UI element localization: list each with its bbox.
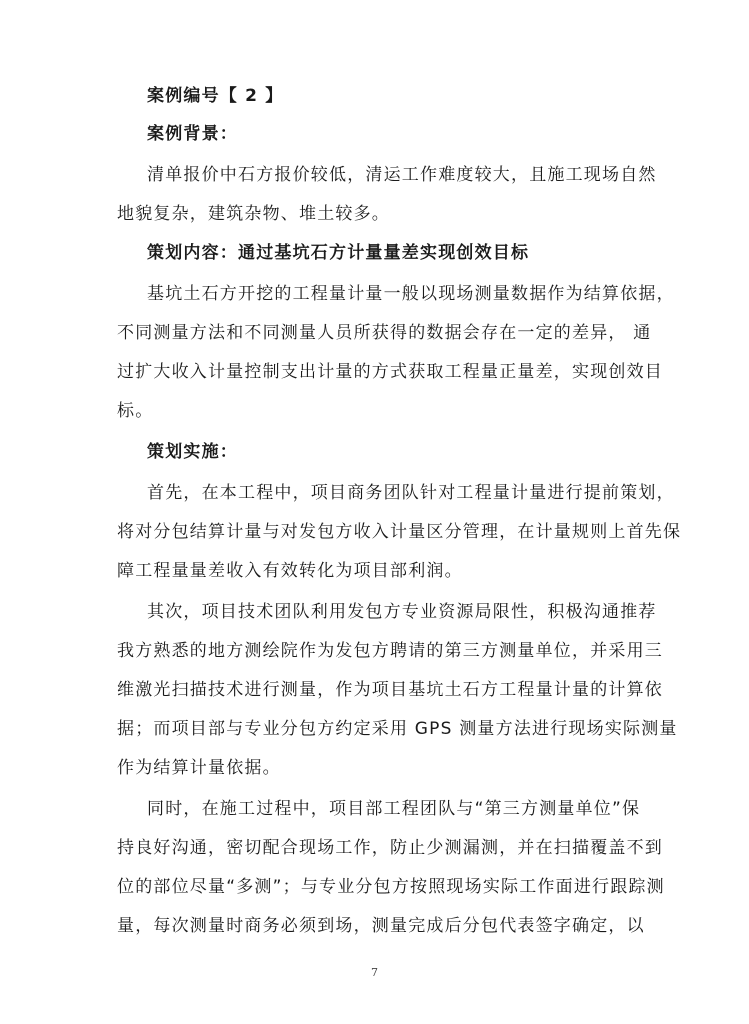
background-heading: 案例背景： [147,124,238,144]
plan-content-heading: 策划内容：通过基坑石方计量量差实现创效目标 [147,243,530,263]
plan-content-line-4: 标。 [117,401,154,421]
paragraph-3-line-4: 量，每次测量时商务必须到场，测量完成后分包代表签字确定，以 [117,916,645,936]
paragraph-1-line-3: 障工程量量差收入有效转化为项目部利润。 [117,561,463,581]
background-line-2: 地貌复杂，建筑杂物、堆土较多。 [117,204,390,224]
background-line-1: 清单报价中石方报价较低，清运工作难度较大，且施工现场自然 [147,165,657,185]
case-number: 案例编号【 2 】 [147,86,284,106]
paragraph-2-line-5: 作为结算计量依据。 [117,758,281,778]
paragraph-3-line-2: 持良好沟通，密切配合现场工作，防止少测漏测，并在扫描覆盖不到 [117,838,663,858]
paragraph-2-line-1: 其次，项目技术团队利用发包方专业资源局限性，积极沟通推荐 [147,602,657,622]
implementation-heading: 策划实施： [147,442,238,462]
plan-content-line-2: 不同测量方法和不同测量人员所获得的数据会存在一定的差异， 通 [117,323,652,343]
page-number: 7 [371,966,378,979]
paragraph-2-line-2: 我方熟悉的地方测绘院作为发包方聘请的第三方测量单位，并采用三 [117,641,663,661]
plan-content-line-3: 过扩大收入计量控制支出计量的方式获取工程量正量差，实现创效目 [117,362,663,382]
paragraph-1-line-1: 首先，在本工程中，项目商务团队针对工程量计量进行提前策划， [147,483,675,503]
paragraph-3-line-3: 位的部位尽量“多测”；与专业分包方按照现场实际工作面进行跟踪测 [117,877,665,897]
paragraph-3-line-1: 同时，在施工过程中，项目部工程团队与“第三方测量单位”保 [147,799,641,819]
paragraph-2-line-4: 据；而项目部与专业分包方约定采用 GPS 测量方法进行现场实际测量 [117,719,678,739]
paragraph-1-line-2: 将对分包结算计量与对发包方收入计量区分管理，在计量规则上首先保 [117,522,682,542]
plan-content-line-1: 基坑土石方开挖的工程量计量一般以现场测量数据作为结算依据， [147,284,675,304]
paragraph-2-line-3: 维激光扫描技术进行测量，作为项目基坑土石方工程量计量的计算依 [117,680,663,700]
